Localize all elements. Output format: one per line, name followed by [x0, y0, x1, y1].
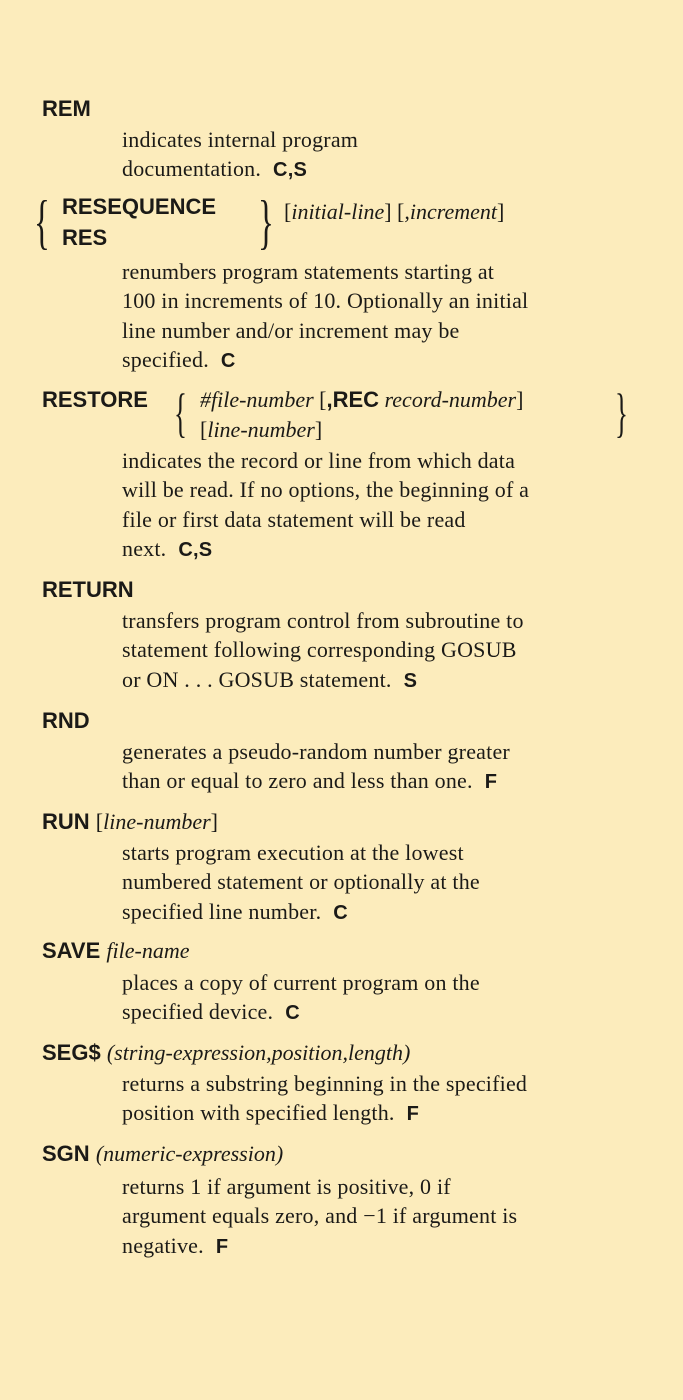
run-keyword-row	[42, 808, 218, 836]
left-brace-icon: {	[174, 383, 187, 443]
restore-file-number: #file-number	[200, 387, 314, 412]
run-line-number: line-number	[103, 809, 211, 834]
resequence-usage-code: C	[220, 349, 236, 372]
rem-description	[122, 125, 662, 186]
seg-usage-code: F	[406, 1103, 420, 1126]
right-brace-icon: }	[615, 383, 628, 443]
run-syntax: [line-number]	[95, 809, 218, 834]
rem-usage-code: C,S	[273, 159, 307, 182]
save-keyword-row	[42, 937, 190, 965]
resequence-desc-line: line number and/or increment may be	[122, 317, 460, 343]
restore-syntax-file: #file-number [,REC record-number]	[200, 387, 524, 412]
restore-description	[122, 446, 662, 565]
restore-usage-code: C,S	[178, 538, 213, 561]
sgn-usage-code: F	[215, 1235, 229, 1258]
rnd-usage-code: F	[484, 771, 498, 794]
save-keyword: SAVE	[42, 938, 101, 963]
save-desc-line: places a copy of current program on the	[122, 970, 480, 995]
seg-syntax: (string-expression,position,length)	[106, 1040, 411, 1065]
save-usage-code: C	[285, 1002, 300, 1025]
save-desc-line: specified device.	[122, 999, 274, 1025]
sgn-syntax: (numeric-expression)	[95, 1141, 284, 1166]
res-keyword: RES	[62, 225, 108, 250]
sgn-keyword-row	[42, 1140, 283, 1168]
left-brace-icon: {	[34, 189, 50, 255]
seg-keyword: SEG$	[42, 1040, 101, 1065]
run-desc-line: specified line number.	[122, 898, 322, 924]
resequence-desc-line: specified.	[122, 346, 209, 372]
rnd-desc-line: generates a pseudo-random number greater	[122, 739, 510, 764]
seg-keyword-row	[42, 1039, 410, 1067]
right-brace-icon: }	[258, 189, 274, 255]
seg-desc-line: position with specified length.	[122, 1100, 395, 1126]
resequence-desc-line: 100 in increments of 10. Optionally an initial	[122, 288, 529, 314]
rem-desc-line: indicates internal program	[122, 127, 359, 152]
rem-keyword: REM	[42, 96, 91, 121]
return-usage-code: S	[403, 669, 418, 692]
sgn-desc-line: returns 1 if argument is positive, 0 if	[122, 1174, 451, 1199]
restore-syntax-line: [line-number]	[200, 417, 323, 442]
resequence-initial-line: initial-line	[291, 199, 385, 224]
restore-desc-line: next.	[122, 535, 167, 561]
restore-record-number: record-number	[384, 387, 517, 412]
run-desc-line: starts program execution at the lowest	[122, 840, 464, 865]
restore-line-number: line-number	[207, 417, 315, 442]
run-keyword: RUN	[42, 809, 90, 834]
return-desc-line: transfers program control from subroutine to	[122, 608, 524, 633]
run-usage-code: C	[333, 901, 348, 924]
restore-keyword: RESTORE	[42, 387, 148, 412]
rem-desc-line: documentation.	[122, 156, 262, 182]
sgn-desc-line: argument equals zero, and −1 if argument is	[122, 1203, 518, 1229]
restore-desc-line: indicates the record or line from which data	[122, 448, 516, 473]
rnd-description	[122, 737, 662, 798]
resequence-syntax: [initial-line] [,increment]	[284, 199, 505, 224]
restore-desc-line: file or first data statement will be read	[122, 506, 466, 532]
restore-desc-line: will be read. If no options, the beginning of a	[122, 477, 530, 503]
restore-rec-keyword: ,REC	[326, 387, 380, 412]
resequence-increment: ,increment	[404, 199, 498, 224]
return-desc-line: statement following corresponding GOSUB	[122, 637, 517, 663]
resequence-keyword: RESEQUENCE	[62, 194, 217, 219]
sgn-keyword: SGN	[42, 1141, 90, 1166]
run-description	[122, 838, 662, 928]
return-keyword: RETURN	[42, 577, 134, 602]
return-description	[122, 606, 662, 696]
sgn-desc-line: negative.	[122, 1232, 204, 1258]
save-description	[122, 968, 662, 1029]
run-desc-line: numbered statement or optionally at the	[122, 869, 480, 895]
resequence-description	[122, 257, 662, 376]
rnd-keyword: RND	[42, 708, 90, 733]
sgn-description	[122, 1172, 662, 1262]
return-desc-line: or ON . . . GOSUB statement.	[122, 666, 392, 692]
rnd-desc-line: than or equal to zero and less than one.	[122, 768, 473, 794]
seg-desc-line: returns a substring beginning in the specified	[122, 1071, 528, 1096]
seg-description	[122, 1069, 662, 1130]
resequence-desc-line: renumbers program statements starting at	[122, 259, 495, 284]
save-syntax: file-name	[106, 938, 190, 963]
